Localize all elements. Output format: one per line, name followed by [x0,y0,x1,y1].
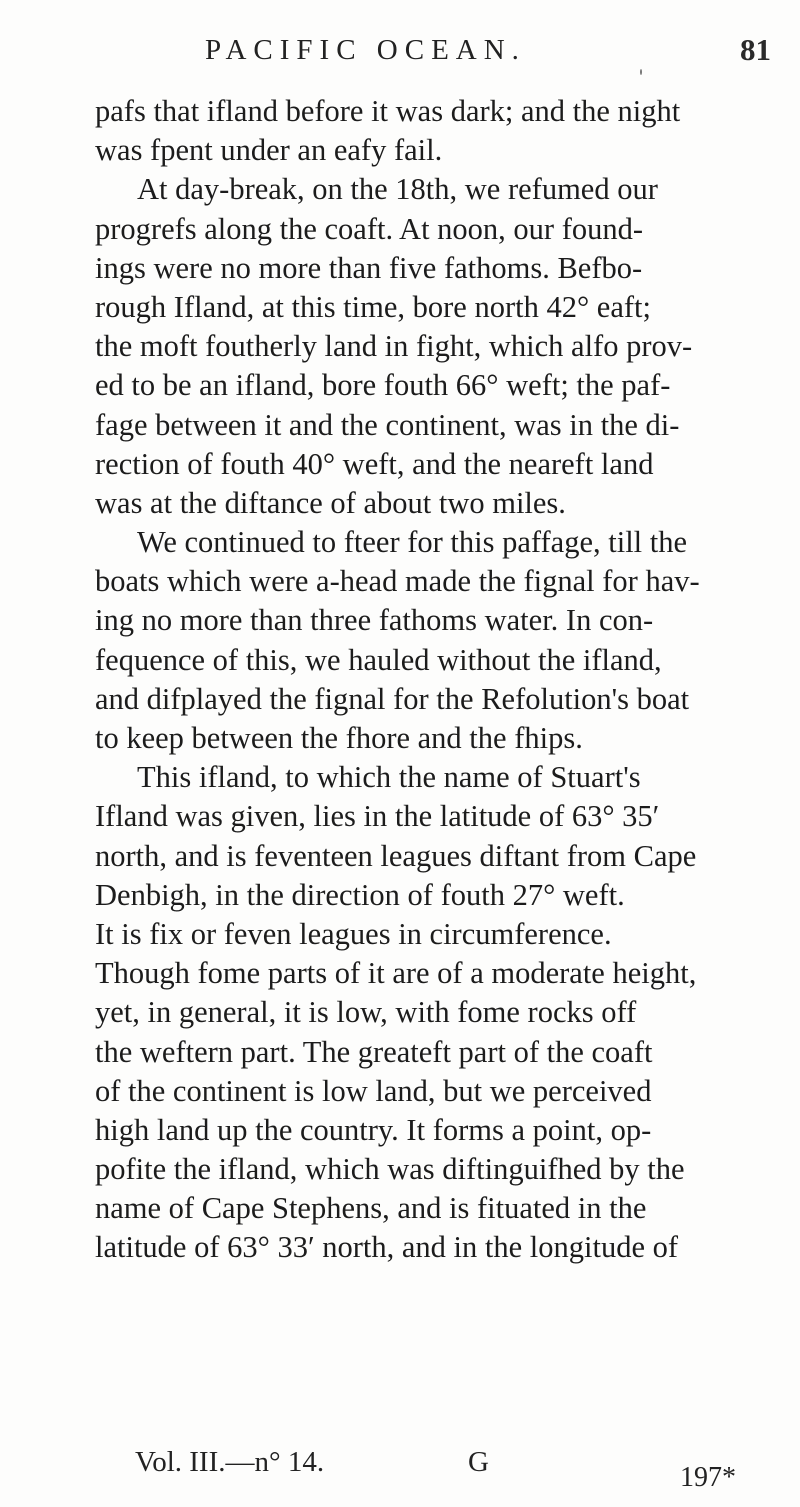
text-line: ing no more than three fathoms water. In con- [95,603,654,638]
text-line: rection of fouth 40° weft, and the neareft land [95,446,654,481]
text-line: and difplayed the fignal for the Refolution's boat [95,681,690,716]
text-line: boats which were a-head made the fignal for hav- [95,564,700,599]
text-line: At day-break, on the 18th, we refumed our [137,172,658,207]
sheet-number: 197* [680,1462,736,1493]
text-line: rough Ifland, at this time, bore north 42° eaft; [95,289,651,324]
page-footer [0,1446,800,1496]
page-number: 81 [740,32,771,67]
text-line: to keep between the fhore and the fhips. [95,721,583,755]
body-text [95,92,795,1268]
text-line: ings were no more than five fathoms. Befbo- [95,250,643,285]
ink-speck [640,69,642,75]
text-line: Though fome parts of it are of a moderate height, [95,956,697,991]
text-line: This ifland, to which the name of Stuart's [137,760,641,795]
text-line: Denbigh, in the direction of fouth 27° weft. [95,877,625,912]
text-line: Ifland was given, lies in the latitude of 63° 35′ [95,799,660,834]
text-line: of the continent is low land, but we perceived [95,1073,652,1108]
text-line: north, and is feventeen leagues diftant from Cape [95,838,697,873]
gathering-letter: G [468,1446,489,1478]
running-head [0,34,800,74]
volume-signature: Vol. III.—n° 14. [135,1446,325,1478]
text-line: was fpent under an eafy fail. [95,133,443,168]
text-line: We continued to fteer for this paffage, till the [137,525,688,560]
text-line: pofite the ifland, which was diftinguifhed by the [95,1152,685,1187]
text-line: ed to be an ifland, bore fouth 66° weft; the paf- [95,368,671,403]
text-line: fequence of this, we hauled without the ifland, [95,642,662,677]
text-line: latitude of 63° 33′ north, and in the longitude of [95,1230,679,1265]
text-line: fage between it and the continent, was in the di- [95,407,680,442]
text-line: high land up the country. It forms a point, op- [95,1112,652,1147]
text-line: was at the diftance of about two miles. [95,485,566,520]
text-line: pafs that ifland before it was dark; and the night [95,94,681,128]
text-line: It is fix or feven leagues in circumference. [95,916,612,951]
text-line: yet, in general, it is low, with fome rocks off [95,995,637,1030]
running-title: PACIFIC OCEAN. [205,34,526,66]
text-line: name of Cape Stephens, and is fituated in the [95,1191,647,1226]
text-line: the weftern part. The greateft part of the coaft [95,1034,653,1069]
text-line: the moft foutherly land in fight, which alfo prov- [95,329,693,364]
text-line: progrefs along the coaft. At noon, our found- [95,211,644,246]
